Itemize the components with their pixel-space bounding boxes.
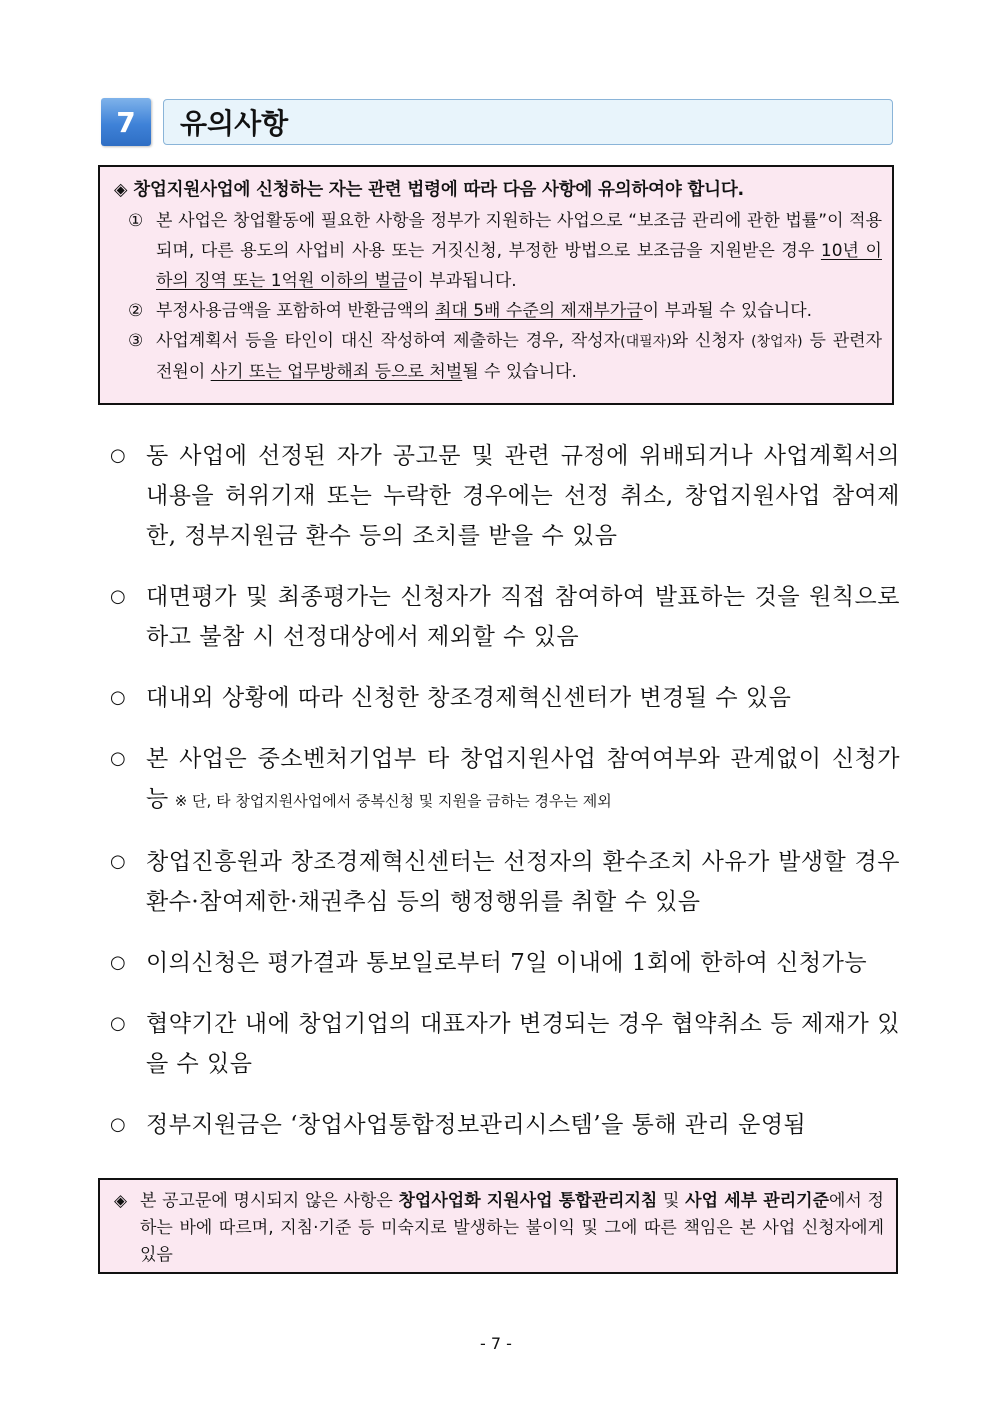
list-item: ○ 대면평가 및 최종평가는 신청자가 직접 참여하여 발표하는 것을 원칙으로 하고 불참 시 선정대상에서 제외할 수 있음 — [110, 584, 900, 650]
list-item: ○ 본 사업은 중소벤처기업부 타 창업지원사업 참여여부와 관계없이 신청가능 ※ 단, 타 창업지원사업에서 중복신청 및 지원을 금하는 경우는 제외 — [110, 746, 900, 812]
notice-item-1: ① 본 사업은 창업활동에 필요한 사항을 정부가 지원하는 사업으로 “보조금 관리에 관한 법률”이 적용되며, 다른 용도의 사업비 사용 또는 거짓신청, 부정한 방법으로 보조금을 지원받은 경우 10년 이하의 징역 또는 1억원 이하의 벌금이 부과됩니다. — [128, 211, 882, 291]
section-header — [101, 98, 893, 146]
list-item: ○ 동 사업에 선정된 자가 공고문 및 관련 규정에 위배되거나 사업계획서의 내용을 허위기재 또는 누락한 경우에는 선정 취소, 창업지원사업 참여제한, 정부지원금 환수 등의 조치를 받을 수 있음 — [110, 443, 900, 549]
notice-heading: ◈ 창업지원사업에 신청하는 자는 관련 법령에 따라 다음 사항에 유의하여야 합니다. — [114, 180, 745, 200]
bullet-list — [110, 436, 900, 1166]
list-item: ○ 협약기간 내에 창업기업의 대표자가 변경되는 경우 협약취소 등 제재가 있을 수 있음 — [110, 1011, 900, 1077]
page-number: - 7 - — [480, 1334, 512, 1353]
section-title: 유의사항 — [163, 99, 893, 145]
footnote-note: ※ 단, 타 창업지원사업에서 중복신청 및 지원을 금하는 경우는 제외 — [174, 792, 612, 810]
bottom-notice-box: ◈ 본 공고문에 명시되지 않은 사항은 창업사업화 지원사업 통합관리지침 및 사업 세부 관리기준에서 정하는 바에 따르며, 지침·기준 등 미숙지로 발생하는 불이익 및 그에 따른 책임은 본 사업 신청자에게 있음 — [98, 1178, 898, 1274]
list-item: ○ 이의신청은 평가결과 통보일로부터 7일 이내에 1회에 한하여 신청가능 — [110, 950, 868, 976]
list-item: ○ 대내외 상황에 따라 신청한 창조경제혁신센터가 변경될 수 있음 — [110, 685, 792, 711]
list-item: ○ 정부지원금은 ‘창업사업통합정보관리시스템’을 통해 관리 운영됨 — [110, 1112, 807, 1138]
list-item: ○ 창업진흥원과 창조경제혁신센터는 선정자의 환수조치 사유가 발생할 경우 환수·참여제한·채권추심 등의 행정행위를 취할 수 있음 — [110, 849, 900, 915]
notice-item-3: ③ 사업계획서 등을 타인이 대신 작성하여 제출하는 경우, 작성자(대필자)와 신청자 (창업자) 등 관련자 전원이 사기 또는 업무방해죄 등으로 처벌될 수 있습니다. — [128, 331, 883, 382]
diamond-bullet-icon: ◈ — [114, 1191, 128, 1211]
section-number-badge: 7 — [101, 98, 151, 146]
legal-notice-box — [98, 165, 894, 405]
notice-item-2: ② 부정사용금액을 포함하여 반환금액의 최대 5배 수준의 제재부가금이 부과될 수 있습니다. — [128, 301, 813, 321]
diamond-bullet-icon: ◈ — [114, 180, 128, 200]
